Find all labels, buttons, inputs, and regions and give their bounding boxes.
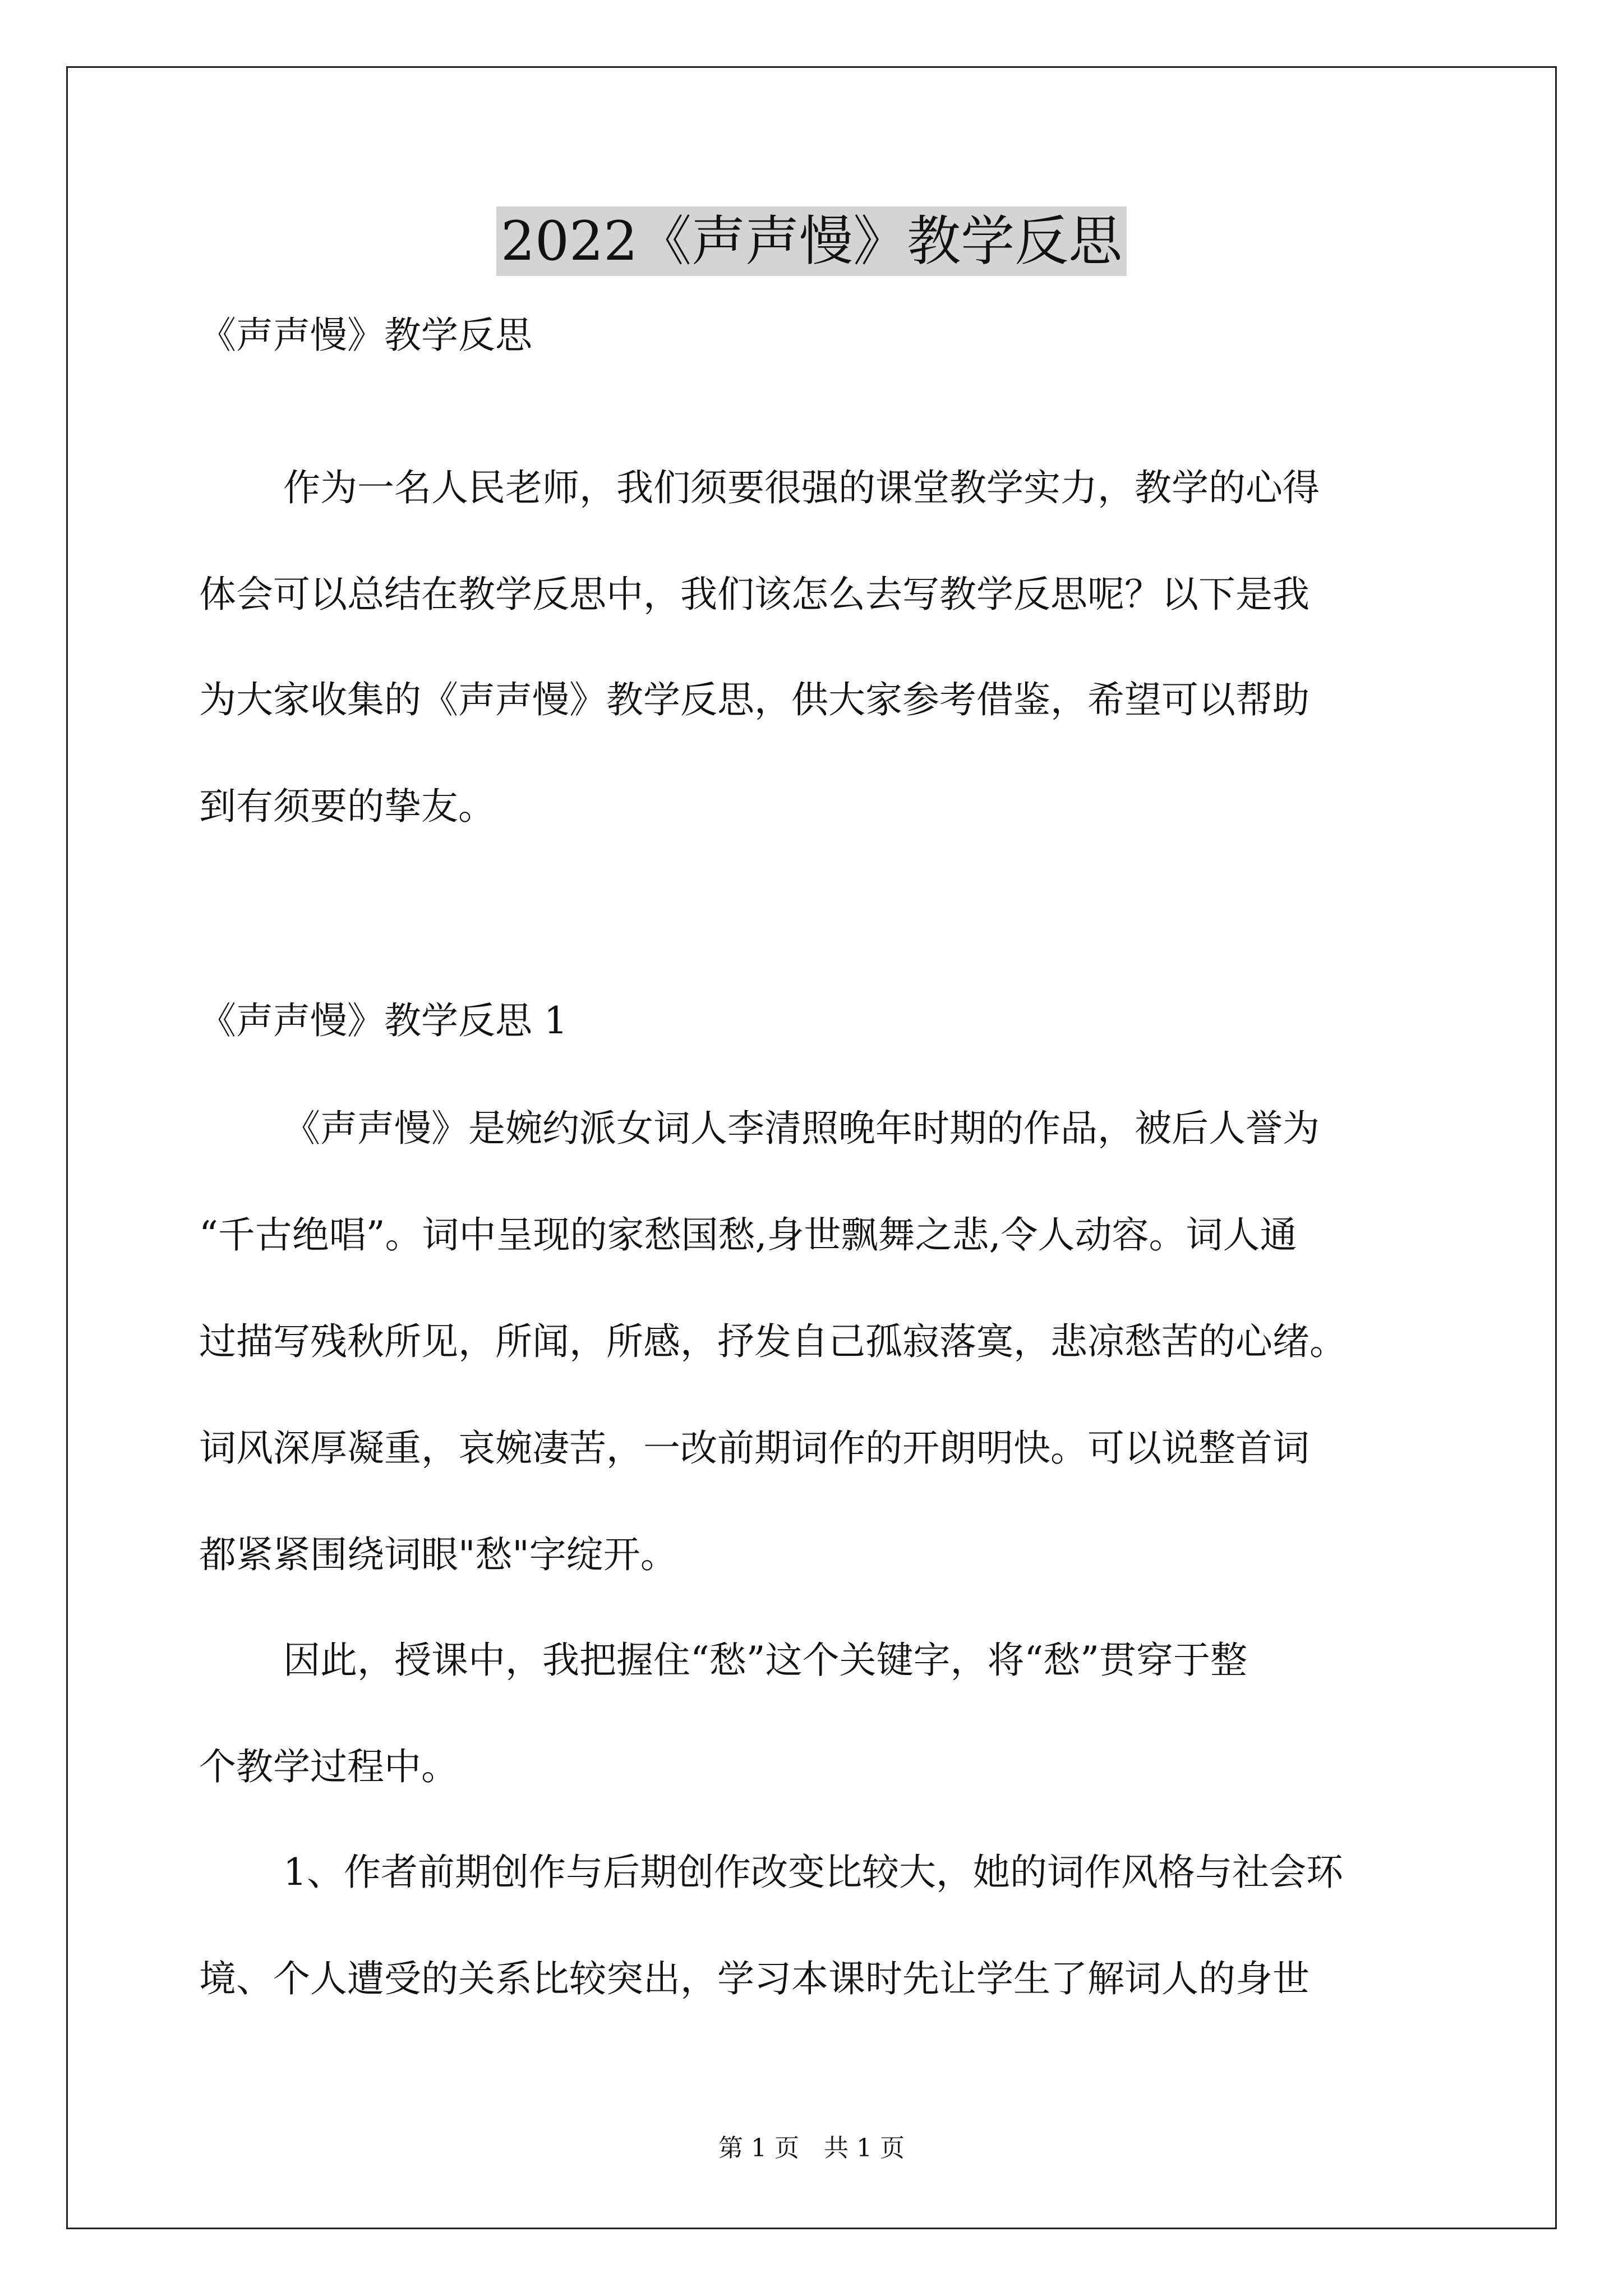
paragraph-line: 个教学过程中。 [199, 1745, 458, 1788]
paragraph-line: 《声声慢》是婉约派女词人李清照晚年时期的作品，被后人誉为 [283, 1107, 1320, 1150]
document-title: 2022《声声慢》教学反思 [0, 202, 1623, 280]
paragraph-line: “千古绝唱”。词中呈现的家愁国愁,身世飘舞之悲,令人动容。词人通 [199, 1213, 1297, 1257]
section-heading: 《声声慢》教学反思 1 [199, 999, 568, 1042]
paragraph-line: 境、个人遭受的关系比较突出，学习本课时先让学生了解词人的身世 [199, 1957, 1310, 2000]
paragraph-line: 为大家收集的《声声慢》教学反思，供大家参考借鉴，希望可以帮助 [199, 678, 1310, 721]
paragraph-line: 作为一名人民老师，我们须要很强的课堂教学实力，教学的心得 [283, 466, 1320, 509]
paragraph-line: 因此，授课中，我把握住“愁”这个关键字，将“愁”贯穿于整 [283, 1639, 1247, 1682]
paragraph-line: 都紧紧围绕词眼"愁"字绽开。 [199, 1533, 677, 1576]
paragraph-line: 过描写残秋所见，所闻，所感，抒发自己孤寂落寞，悲凉愁苦的心绪。 [199, 1320, 1347, 1363]
paragraph-line: 1、作者前期创作与后期创作改变比较大，她的词作风格与社会环 [283, 1851, 1343, 1894]
paragraph-line: 体会可以总结在教学反思中，我们该怎么去写教学反思呢？以下是我 [199, 573, 1310, 616]
paragraph-line: 词风深厚凝重，哀婉凄苦，一改前期词作的开朗明快。可以说整首词 [199, 1427, 1310, 1470]
paragraph-line: 到有须要的挚友。 [199, 785, 495, 828]
page-footer: 第 1 页 共 1 页 [718, 2134, 905, 2162]
section-heading: 《声声慢》教学反思 [199, 314, 532, 357]
